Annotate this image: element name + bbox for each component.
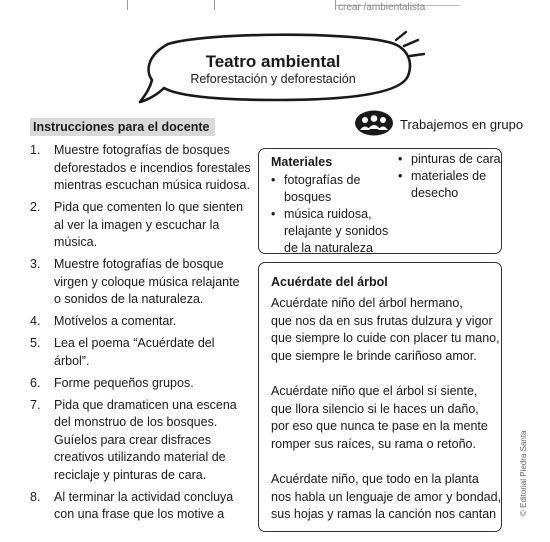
top-strip <box>0 0 550 14</box>
step-text-line: Motívelos a comentar. <box>54 314 177 328</box>
material-item <box>397 168 501 202</box>
material-item <box>397 151 501 168</box>
poem-body <box>271 295 501 542</box>
poem-title: Acuérdate del árbol <box>271 275 388 289</box>
material-text-line: bosques <box>284 190 332 204</box>
material-text-line: pinturas de cara <box>411 152 501 166</box>
materials-box <box>258 148 502 254</box>
poem-line: que llora silencio si le haces un daño, <box>271 401 479 416</box>
step-number: 2. <box>30 200 41 214</box>
step-number: 5. <box>30 336 41 350</box>
step-number: 6. <box>30 375 41 390</box>
poem-line: que siempre le brinde cariñoso amor. <box>271 348 477 363</box>
material-text-line: relajante y sonidos <box>284 224 389 238</box>
step-text-line: Guíelos para crear disfraces <box>54 432 212 447</box>
materials-title: Materiales <box>271 155 333 169</box>
instruction-step <box>30 335 280 370</box>
page-title: Teatro ambiental <box>205 52 341 71</box>
instruction-step <box>30 397 280 485</box>
materials-list-right <box>397 151 501 202</box>
top-divider <box>127 0 128 10</box>
material-text-line: desecho <box>411 186 459 200</box>
instruction-step <box>30 489 280 524</box>
poem-line: que siempre lo cuide con placer tu mano, <box>271 331 500 345</box>
step-number: 4. <box>30 314 41 328</box>
instructions-heading: Instrucciones para el docente <box>30 118 215 136</box>
step-text-line: o sonidos de la naturaleza. <box>54 292 204 306</box>
material-text-line: materiales de <box>411 169 487 183</box>
material-item <box>270 206 394 257</box>
poem-line: romper sus raíces, su rama o retoño. <box>271 436 476 451</box>
instruction-step <box>30 313 280 331</box>
materials-list-left <box>270 172 394 257</box>
material-text-line: de la naturaleza <box>284 241 373 255</box>
poem-line: Acuérdate niño que el árbol sí siente, <box>271 384 478 398</box>
title-bubble <box>138 30 428 110</box>
step-text-line: deforestados e incendios forestales <box>54 160 251 175</box>
poem-line: que nos da en sus frutas dulzura y vigor <box>271 313 493 328</box>
step-text-line: mientras escuchan música ruidosa. <box>54 178 250 192</box>
instruction-step <box>30 142 280 195</box>
material-text-line: fotografías de <box>284 173 361 187</box>
poem-line: Acuérdate niño del árbol hermano, <box>271 296 463 310</box>
step-text-line: Forme pequeños grupos. <box>54 375 194 390</box>
instruction-step <box>30 256 280 309</box>
step-text-line: del monstruo de los bosques. <box>54 415 218 429</box>
step-text-line: al ver la imagen y escuchar la <box>54 217 220 232</box>
page-subtitle: Reforestación y deforestación <box>190 72 356 86</box>
step-number: 3. <box>30 257 41 271</box>
poem-box <box>258 262 502 532</box>
step-text-line: con una frase que los motive a <box>54 507 225 521</box>
step-text-line: Pida que comenten lo que sienten <box>54 200 244 214</box>
material-text-line: música ruidosa, <box>284 207 372 221</box>
poem-line: por eso que nunca te pase en la mente <box>271 419 488 433</box>
poem-stanza <box>271 295 501 365</box>
step-text-line: Pida que dramaticen una escena <box>54 397 237 412</box>
step-text-line: Lea el poema “Acuérdate del <box>54 336 215 350</box>
material-item <box>270 172 394 206</box>
top-divider <box>214 0 215 10</box>
step-text-line: reciclaje y pinturas de cara. <box>54 467 207 482</box>
poem-stanza <box>271 383 501 453</box>
step-text-line: música. <box>54 235 98 249</box>
group-label: Trabajemos en grupo <box>400 117 524 132</box>
publisher-credit: © Editorial Piedra Santa <box>519 430 528 516</box>
header-snippet: crear /ambientalista <box>338 2 426 13</box>
poem-line: nos habla un lenguaje de amor y bondad, <box>271 489 502 504</box>
poem-stanza <box>271 471 501 524</box>
step-text-line: virgen y coloque música relajante <box>54 274 240 289</box>
group-people-icon <box>354 110 394 136</box>
poem-line: sus hojas y ramas la canción nos cantan <box>271 507 497 521</box>
step-number: 1. <box>30 143 41 157</box>
instruction-step <box>30 375 280 393</box>
instructions-section <box>30 118 280 528</box>
step-text-line: Muestre fotografías de bosques <box>54 143 230 157</box>
step-text-line: árbol”. <box>54 353 90 368</box>
step-text-line: creativos utilizando material de <box>54 450 226 464</box>
step-text-line: Al terminar la actividad concluya <box>54 489 234 504</box>
step-number: 7. <box>30 397 41 412</box>
instruction-step <box>30 199 280 252</box>
step-number: 8. <box>30 489 41 504</box>
poem-line: Acuérdate niño, que todo en la planta <box>271 472 479 486</box>
step-text-line: Muestre fotografías de bosque <box>54 257 224 271</box>
instructions-list <box>30 142 280 524</box>
